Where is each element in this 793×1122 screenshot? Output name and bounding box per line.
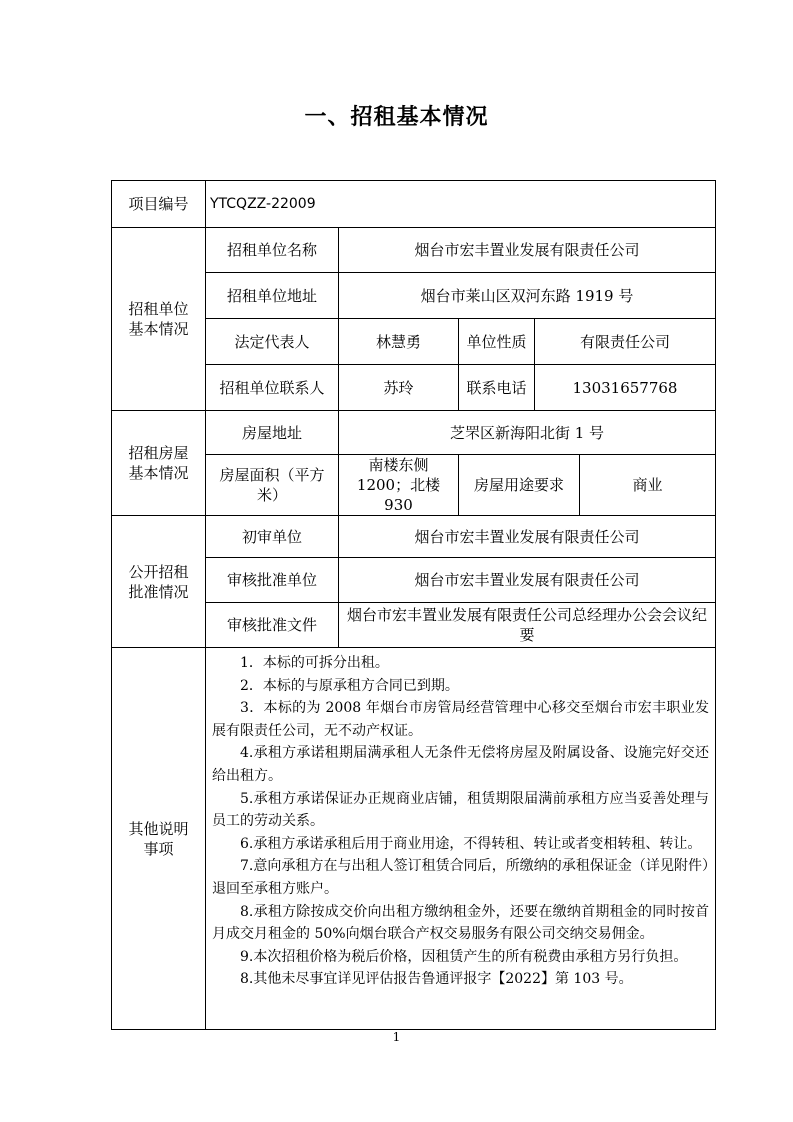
project-number-value: YTCQZZ-22009	[206, 181, 716, 228]
approval-unit-value: 烟台市宏丰置业发展有限责任公司	[339, 558, 716, 603]
house-address-label: 房屋地址	[206, 411, 339, 455]
contact-person-label: 招租单位联系人	[206, 365, 339, 411]
house-usage-value: 商业	[580, 455, 716, 516]
unit-name-value: 烟台市宏丰置业发展有限责任公司	[339, 228, 716, 273]
note-item: 4.承租方承诺租期届满承租人无条件无偿将房屋及附属设备、设施完好交还给出租方。	[212, 745, 709, 784]
unit-address-label: 招租单位地址	[206, 273, 339, 319]
legal-rep-label: 法定代表人	[206, 319, 339, 365]
note-item: 7.意向承租方在与出租人签订租赁合同后，所缴纳的承租保证金（详见附件）退回至承租方账户。	[212, 858, 709, 897]
approval-doc-value: 烟台市宏丰置业发展有限责任公司总经理办公会会议纪要	[339, 603, 716, 648]
page-number: 1	[392, 1030, 401, 1044]
unit-name-label: 招租单位名称	[206, 228, 339, 273]
contact-person-value: 苏玲	[339, 365, 459, 411]
note-item: 1．本标的可拆分出租。	[240, 655, 389, 671]
approval-doc-label: 审核批准文件	[206, 603, 339, 648]
project-number-label: 项目编号	[112, 181, 206, 228]
first-review-value: 烟台市宏丰置业发展有限责任公司	[339, 516, 716, 558]
house-address-value: 芝罘区新海阳北街 1 号	[339, 411, 716, 455]
note-item: 9.本次招租价格为税后价格，因租赁产生的所有税费由承租方另行负担。	[240, 948, 688, 965]
unit-nature-value: 有限责任公司	[535, 319, 716, 365]
note-item: 8.承租方除按成交价向出租方缴纳租金外，还要在缴纳首期租金的同时按首月成交月租金的 50%向烟台联合产权交易服务有限公司交纳交易佣金。	[212, 903, 709, 943]
phone-label: 联系电话	[459, 365, 535, 411]
house-area-value: 南楼东侧 1200；北楼 930	[339, 455, 459, 516]
unit-address-value: 烟台市莱山区双河东路 1919 号	[339, 273, 716, 319]
unit-name-row	[112, 228, 716, 273]
note-item: 3．本标的为 2008 年烟台市房管局经营管理中心移交至烟台市宏丰职业发展有限责任公司，无不动产权证。	[212, 700, 709, 739]
other-category-label: 其他说明事项	[112, 648, 206, 1030]
legal-rep-value: 林慧勇	[339, 319, 459, 365]
house-usage-label: 房屋用途要求	[459, 455, 580, 516]
note-item: 8.其他未尽事宜详见评估报告鲁通评报字【2022】第 103 号。	[240, 971, 633, 988]
approval-category-label: 公开招租批准情况	[112, 516, 206, 648]
note-item: 2．本标的与原承租方合同已到期。	[240, 677, 459, 694]
unit-nature-label: 单位性质	[459, 319, 535, 365]
note-item: 6.承租方承诺承租后用于商业用途，不得转租、转让或者变相转租、转让。	[240, 835, 702, 852]
note-item: 5.承租方承诺保证办正规商业店铺，租赁期限届满前承租方应当妥善处理与员工的劳动关系。	[212, 790, 709, 830]
house-address-row	[112, 411, 716, 455]
phone-value: 13031657768	[535, 365, 716, 411]
house-area-label: 房屋面积（平方米）	[206, 455, 339, 516]
notes-cell	[206, 648, 716, 1030]
page-title: 一、招租基本情况	[304, 105, 489, 130]
info-table	[111, 180, 716, 1030]
approval-unit-label: 审核批准单位	[206, 558, 339, 603]
first-review-row	[112, 516, 716, 558]
unit-category-label: 招租单位基本情况	[112, 228, 206, 411]
first-review-label: 初审单位	[206, 516, 339, 558]
other-notes-row	[112, 648, 716, 1030]
house-category-label: 招租房屋基本情况	[112, 411, 206, 516]
project-row	[112, 181, 716, 228]
